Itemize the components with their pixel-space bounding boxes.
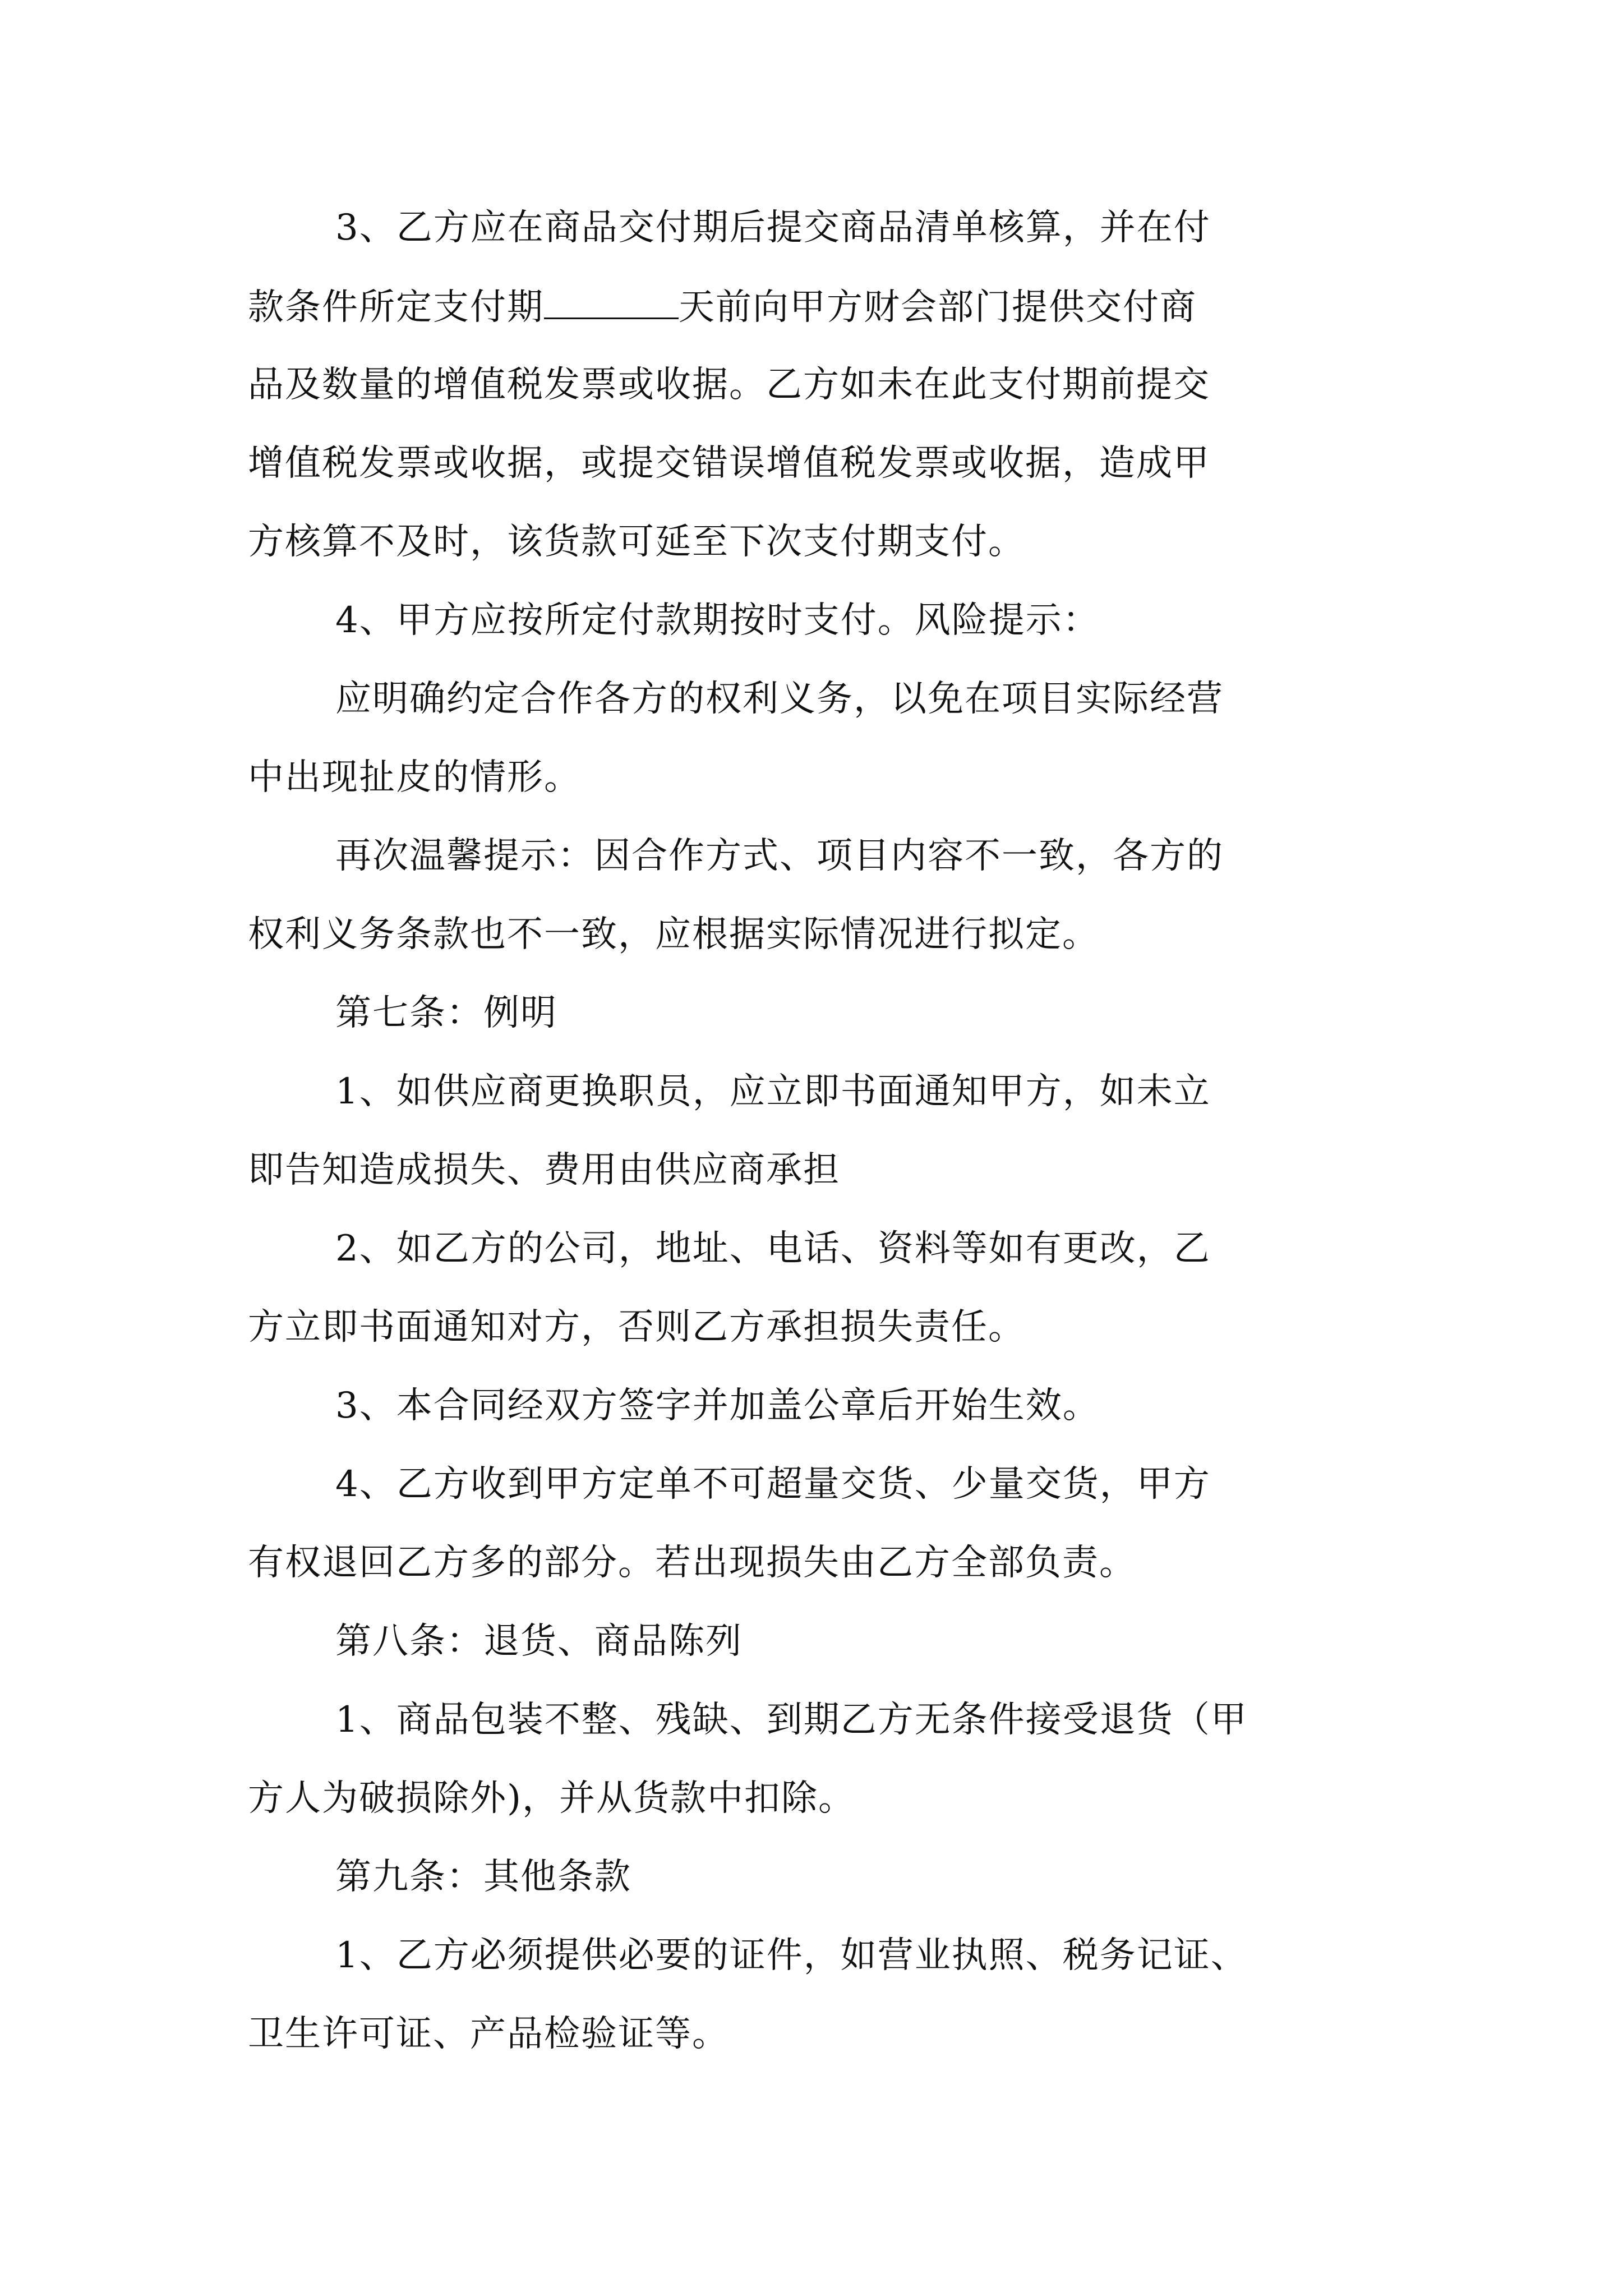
paragraph-line: 有权退回乙方多的部分。若出现损失由乙方全部负责。 [248,1542,1136,1584]
paragraph-line [248,285,1386,364]
paragraph-line: 再次温馨提示：因合作方式、项目内容不一致，各方的 [335,835,1224,877]
document-page [248,206,1386,2091]
paragraph-line: 3、乙方应在商品交付期后提交商品清单核算，并在付 [335,207,1211,249]
paragraph-line: 方立即书面通知对方，否则乙方承担损失责任。 [248,1306,1025,1348]
paragraph-line: 4、乙方收到甲方定单不可超量交货、少量交货，甲方 [335,1464,1211,1505]
paragraph-line: 1、乙方必须提供必要的证件，如营业执照、税务记证、 [335,1935,1248,1976]
paragraph-line: 品及数量的增值税发票或收据。乙方如未在此支付期前提交 [248,364,1210,406]
paragraph-line: 2、如乙方的公司，地址、电话、资料等如有更改，乙 [335,1228,1211,1269]
paragraph-line: 即告知造成损失、费用由供应商承担 [248,1149,840,1191]
paragraph-line: 卫生许可证、产品检验证等。 [248,2013,729,2055]
fill-in-blank [544,285,679,319]
paragraph-line: 方人为破损除外)，并从货款中扣除。 [248,1778,855,1819]
section-heading: 第八条：退货、商品陈列 [335,1621,743,1662]
paragraph-line: 4、甲方应按所定付款期按时支付。风险提示： [335,600,1100,641]
paragraph-line: 1、如供应商更换职员，应立即书面通知甲方，如未立 [335,1071,1211,1112]
paragraph-line: 中出现扯皮的情形。 [248,757,581,798]
text-fragment: 天前向甲方财会部门提供交付商 [679,287,1197,328]
text-fragment: 款条件所定支付期 [248,287,544,328]
paragraph-line: 3、本合同经双方签字并加盖公章后开始生效。 [335,1385,1100,1427]
paragraph-line: 权利义务条款也不一致，应根据实际情况进行拟定。 [248,914,1099,955]
paragraph-line: 1、商品包装不整、残缺、到期乙方无条件接受退货（甲 [335,1699,1248,1741]
paragraph-line: 增值税发票或收据，或提交错误增值税发票或收据，造成甲 [248,443,1210,484]
paragraph-line: 方核算不及时，该货款可延至下次支付期支付。 [248,521,1025,563]
section-heading: 第九条：其他条款 [335,1856,631,1898]
paragraph-line: 应明确约定合作各方的权利义务，以免在项目实际经营 [335,678,1224,720]
section-heading: 第七条：例明 [335,992,557,1034]
